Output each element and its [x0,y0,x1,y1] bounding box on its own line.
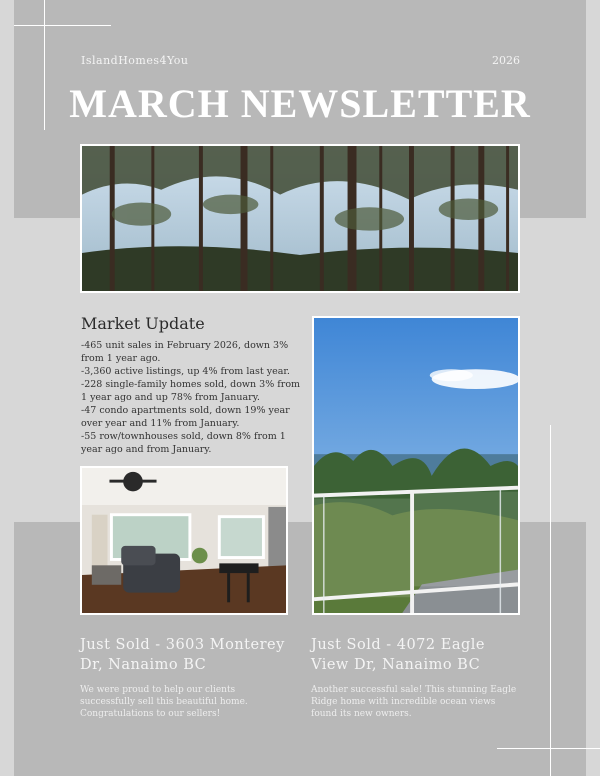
living-room-photo [80,466,288,615]
deco-line-bottom-vertical [550,425,551,776]
listing-description: Another successful sale! This stunning Eagle Ridge home with incredible ocean views found its new owners. [311,685,517,719]
market-update-section [81,314,301,456]
ocean-view-photo [312,316,520,615]
market-update-heading: Market Update [81,314,205,333]
page-title: MARCH NEWSLETTER [69,81,531,126]
forest-banner-photo [80,144,520,293]
market-update-line: -47 condo apartments sold, down 19% year over year and 11% from January. [81,405,290,429]
brand-name: IslandHomes4You [81,54,189,67]
listing-title: Just Sold - 4072 Eagle View Dr, Nanaimo BC [311,637,485,673]
listing-title: Just Sold - 3603 Monterey Dr, Nanaimo BC [80,637,285,673]
market-update-line: -3,360 active listings, up 4% from last year. [81,366,290,377]
market-update-line: -465 unit sales in February 2026, down 3% from 1 year ago. [81,340,289,364]
issue-year: 2026 [492,54,520,67]
market-update-line: -228 single-family homes sold, down 3% from 1 year ago and up 78% from January. [81,379,301,403]
market-update-line: -55 row/townhouses sold, down 8% from 1 year ago and from January. [81,431,286,455]
listing-description: We were proud to help our clients successfully sell this beautiful home. Congratulations to our sellers! [80,685,248,719]
deco-line-top-horizontal [14,25,111,26]
deco-line-bottom-horizontal [497,748,600,749]
